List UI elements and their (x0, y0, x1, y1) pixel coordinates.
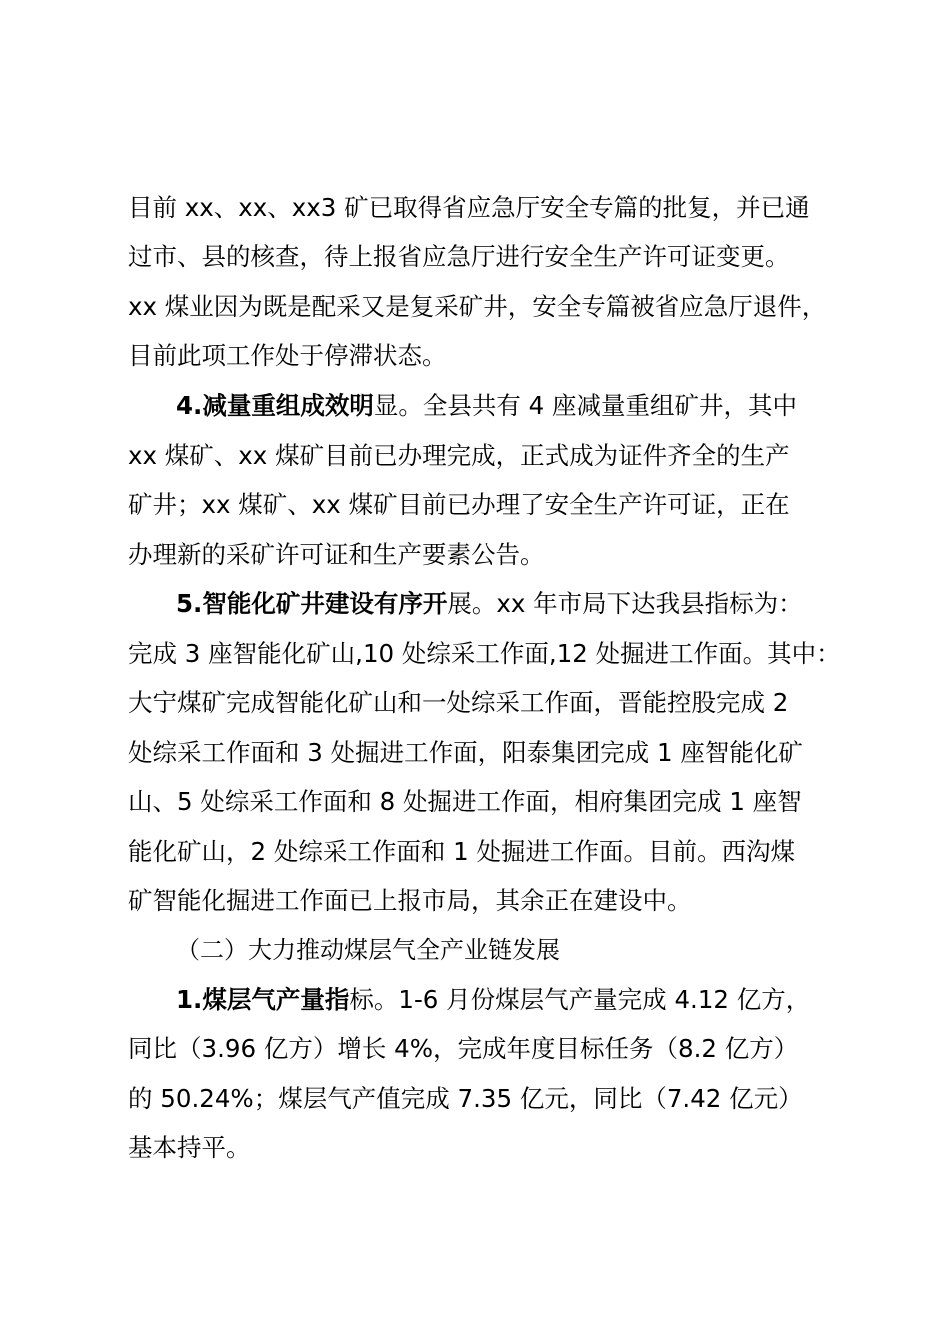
paragraph-5-first-line (176, 588, 916, 620)
paragraph-4-first-line (176, 390, 916, 422)
paragraph-1-title: 1.煤层气产量指 (176, 985, 350, 1014)
body-line: 矿井；xx 煤矿、xx 煤矿目前已办理了安全生产许可证，正在 (128, 490, 790, 519)
body-line: 同比（3.96 亿方）增长 4%，完成年度目标任务（8.2 亿方） (128, 1034, 799, 1063)
body-line: 基本持平。 (128, 1133, 251, 1162)
body-line: 过市、县的核查，待上报省应急厅进行安全生产许可证变更。 (128, 242, 790, 271)
paragraph-1-first-line (176, 984, 916, 1016)
body-line: 完成 3 座智能化矿山,10 处综采工作面,12 处掘进工作面。其中： (128, 639, 841, 668)
paragraph-4-title: 4.减量重组成效明 (176, 391, 374, 420)
paragraph-4-text: 显。全县共有 4 座减量重组矿井，其中 (373, 391, 798, 420)
body-line: 办理新的采矿许可证和生产要素公告。 (128, 540, 545, 569)
body-line: 目前 xx、xx、xx3 矿已取得省应急厅安全专篇的批复，并已通 (128, 193, 810, 222)
body-line: 山、5 处综采工作面和 8 处掘进工作面，相府集团完成 1 座智 (128, 787, 802, 816)
body-line: 矿智能化掘进工作面已上报市局，其余正在建设中。 (128, 886, 692, 915)
body-line: 能化矿山，2 处综采工作面和 1 处掘进工作面。目前。西沟煤 (128, 837, 796, 866)
body-line: 大宁煤矿完成智能化矿山和一处综采工作面，晋能控股完成 2 (128, 688, 789, 717)
body-line: 处综采工作面和 3 处掘进工作面，阳泰集团完成 1 座智能化矿 (128, 738, 803, 767)
section-heading: （二）大力推动煤层气全产业链发展 (176, 936, 560, 964)
paragraph-1-text: 标。1-6 月份煤层气产量完成 4.12 亿方， (349, 985, 811, 1014)
body-line: xx 煤矿、xx 煤矿目前已办理完成，正式成为证件齐全的生产 (128, 441, 790, 470)
body-line: 目前此项工作处于停滞状态。 (128, 341, 447, 370)
paragraph-5-title: 5.智能化矿井建设有序开 (176, 589, 448, 618)
body-line: xx 煤业因为既是配采又是复采矿井，安全专篇被省应急厅退件， (128, 292, 827, 321)
body-line: 的 50.24%；煤层气产值完成 7.35 亿元，同比（7.42 亿元） (128, 1084, 803, 1113)
paragraph-5-text: 展。xx 年市局下达我县指标为： (447, 589, 803, 618)
